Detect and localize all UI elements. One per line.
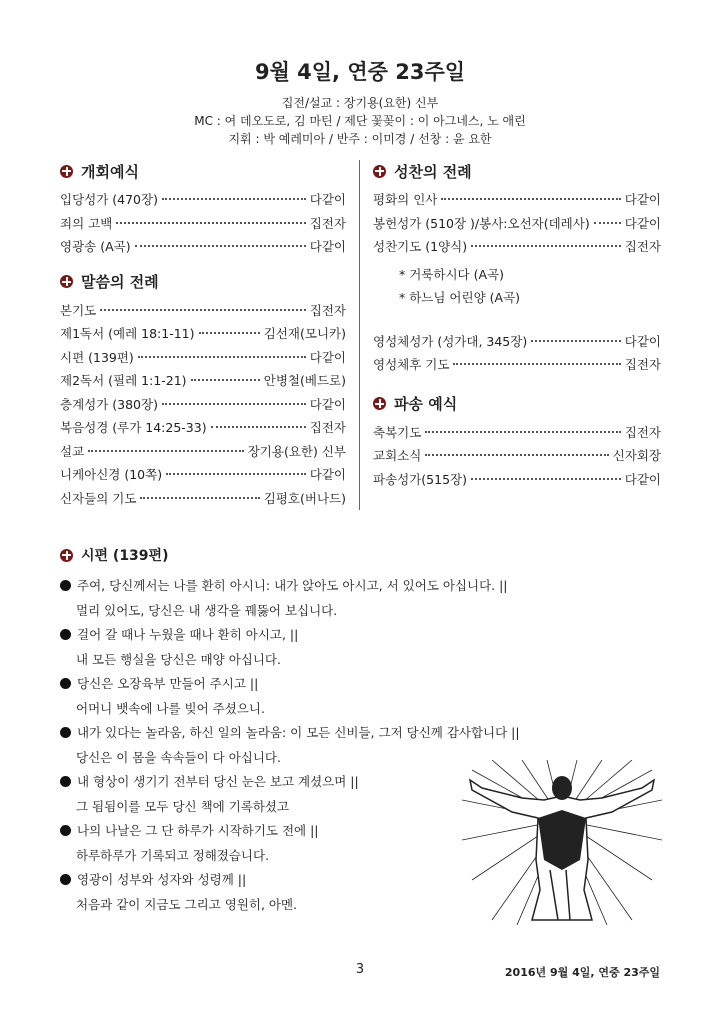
bullet-icon — [60, 874, 71, 885]
order-item: 영광송 (A곡) 다같이 — [60, 239, 346, 254]
credits-line: MC : 여 데오도로, 김 마틴 / 제단 꽃꽂이 : 이 아그네스, 노 애린 — [194, 114, 526, 128]
sub-item: * 거룩하시다 (A곡) — [399, 266, 504, 282]
psalm-verse: 당신은 오장육부 만들어 주시고 || — [60, 672, 660, 697]
psalm-verse: 내가 있다는 놀라움, 하신 일의 놀라움: 이 모든 신비들, 그저 당신께 감사합니다 || — [60, 721, 660, 746]
order-item: 제1독서 (예레 18:1-11) 김선재(모니카) — [60, 326, 346, 341]
order-item: 축복기도 집전자 — [373, 424, 661, 440]
order-item: 평화의 인사 다같이 — [373, 192, 661, 207]
credits-line: 집전/설교 : 장기용(요한) 신부 — [281, 96, 439, 110]
page-number: 3 — [355, 962, 365, 977]
section-heading: 파송 예식 — [373, 391, 661, 417]
order-item: 제2독서 (필레 1:1-21) 안병철(베드로) — [60, 373, 346, 388]
cross-icon — [373, 397, 386, 410]
credits — [0, 94, 720, 148]
psalm-verse: 내 형상이 생기기 전부터 당신 눈은 보고 계셨으며 || — [60, 770, 660, 795]
order-item: 교회소식 신자회장 — [373, 448, 661, 463]
psalm-response: 멀리 있어도, 당신은 내 생각을 꿰뚫어 보십니다. — [76, 602, 338, 618]
bullet-icon — [60, 678, 71, 689]
psalm-response: 하루하루가 기록되고 정해졌습니다. — [76, 847, 270, 863]
psalm-response: 어머니 뱃속에 나를 빚어 주셨으니. — [76, 700, 265, 716]
section-heading: 성찬의 전례 — [373, 158, 661, 184]
cross-icon — [60, 275, 73, 288]
bullet-icon — [60, 825, 71, 836]
section-heading: 개회예식 — [60, 158, 346, 184]
order-item: 영성체성가 (성가대, 345장) 다같이 — [373, 333, 661, 349]
psalm-verse: 나의 나날은 그 단 하루가 시작하기도 전에 || — [60, 819, 660, 844]
order-item: 입당성가 (470장) 다같이 — [60, 192, 346, 207]
order-item: 신자들의 기도 김평호(버나드) — [60, 490, 346, 506]
cross-icon — [373, 165, 386, 178]
psalm-response: 그 됨됨이를 모두 당신 책에 기록하셨고 — [76, 798, 290, 814]
section-heading: 시편 (139편) — [60, 542, 660, 568]
order-item: 복음성경 (루가 14:25-33) 집전자 — [60, 420, 346, 435]
psalm-verse: 주여, 당신께서는 나를 환히 아시니: 내가 앉아도 아시고, 서 있어도 아십니다. || — [60, 574, 660, 599]
bullet-icon — [60, 776, 71, 787]
column-divider — [359, 160, 360, 510]
bullet-icon — [60, 629, 71, 640]
bullet-icon — [60, 580, 71, 591]
psalm-verse: 걸어 갈 때나 누웠을 때나 환히 아시고, || — [60, 623, 660, 648]
bullet-icon — [60, 727, 71, 738]
risen-christ-illustration — [462, 760, 662, 925]
order-item: 봉헌성가 (510장 )/봉사:오선자(데레사) 다같이 — [373, 215, 661, 231]
psalm-response: 당신은 이 몸을 속속들이 다 아십니다. — [76, 749, 281, 765]
page-title: 9월 4일, 연중 23주일 — [254, 60, 466, 84]
psalm-response: 내 모든 행실을 당신은 매양 아십니다. — [76, 651, 281, 667]
order-item: 설교 장기용(요한) 신부 — [60, 443, 346, 459]
cross-icon — [60, 549, 73, 562]
order-item: 시편 (139편) 다같이 — [60, 349, 346, 365]
order-item: 성찬기도 (1양식) 집전자 — [373, 239, 661, 254]
section-heading: 말씀의 전례 — [60, 269, 346, 295]
sub-item: * 하느님 어린양 (A곡) — [399, 290, 520, 305]
order-item: 영성체후 기도 집전자 — [373, 357, 661, 372]
order-item: 니케아신경 (10쪽) 다같이 — [60, 467, 346, 482]
psalm-response: 처음과 같이 지금도 그리고 영원히, 아멘. — [76, 896, 298, 912]
order-item: 본기도 집전자 — [60, 302, 346, 318]
credits-line: 지휘 : 박 예레미아 / 반주 : 이미경 / 선창 : 윤 요한 — [228, 132, 492, 146]
order-item: 층계성가 (380장) 다같이 — [60, 396, 346, 412]
cross-icon — [60, 165, 73, 178]
order-item: 파송성가(515장) 다같이 — [373, 471, 661, 487]
order-item: 죄의 고백 집전자 — [60, 215, 346, 231]
footer-date: 2016년 9월 4일, 연중 23주일 — [504, 966, 660, 979]
psalm-verse: 영광이 성부와 성자와 성령께 || — [60, 868, 660, 893]
right-column — [373, 158, 661, 491]
left-column — [60, 158, 346, 510]
